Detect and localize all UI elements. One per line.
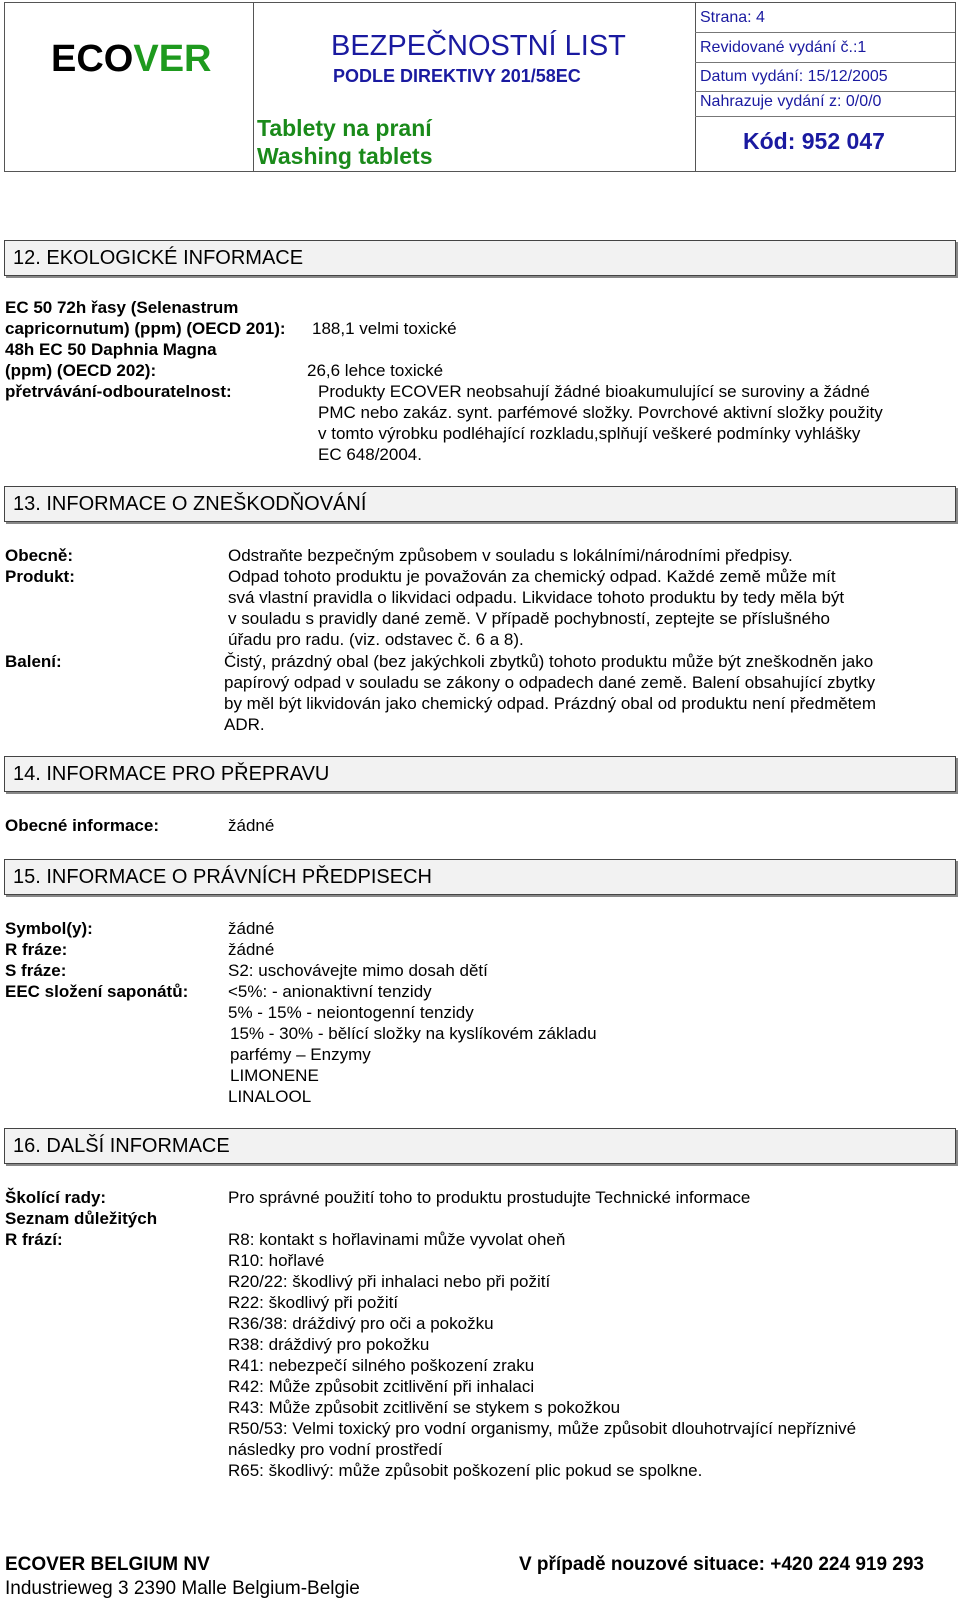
r-phrases-label: R fráze: bbox=[5, 940, 68, 959]
persistence-text-3: v tomto výrobku podléhající rozkladu,splňují veškeré podmínky vyhlášky bbox=[318, 424, 861, 443]
r-phrase-r8: R8: kontakt s hořlavinami může vyvolat oheň bbox=[228, 1230, 566, 1249]
packaging-text-1: Čistý, prázdný obal (bez jakýchkoli zbytků) tohoto produktu může být zneškodněn jako bbox=[224, 652, 874, 671]
document-subtitle: PODLE DIREKTIVY 201/58EC bbox=[333, 66, 581, 86]
symbols-label: Symbol(y): bbox=[5, 919, 93, 938]
training-text: Pro správné použití toho to produktu prostudujte Technické informace bbox=[228, 1188, 751, 1207]
disposal-text-3: svá vlastní pravidla o likvidaci odpadu. Likvidace tohoto produktu by tedy měla být bbox=[228, 588, 845, 607]
r-phrase-r42: R42: Může způsobit zcitlivění při inhalaci bbox=[228, 1377, 535, 1396]
disposal-text-2: Odpad tohoto produktu je považován za chemický odpad. Každé země může mít bbox=[228, 567, 836, 586]
eec-composition-2: 5% - 15% - neiontogenní tenzidy bbox=[228, 1003, 474, 1022]
replaces-issue: Nahrazuje vydání z: 0/0/0 bbox=[695, 92, 955, 117]
ec50-algae-label-2: capricornutum) (ppm) (OECD 201): bbox=[5, 319, 286, 338]
r-phrases-value: žádné bbox=[228, 940, 275, 959]
header-meta-block bbox=[695, 3, 955, 171]
persistence-label: přetrvávání-odbouratelnost: bbox=[5, 382, 232, 401]
s-phrases-value: S2: uschovávejte mimo dosah dětí bbox=[228, 961, 488, 980]
ec50-daphnia-label-2: (ppm) (OECD 202): bbox=[5, 361, 157, 380]
revision-number: Revidované vydání č.:1 bbox=[695, 38, 955, 63]
eec-composition-label: EEC složení saponátů: bbox=[5, 982, 189, 1001]
r-phrase-r43: R43: Může způsobit zcitlivění se stykem s pokožkou bbox=[228, 1398, 621, 1417]
r-phrase-r50-53: R50/53: Velmi toxický pro vodní organismy, může způsobit dlouhotrvající nepříznivé bbox=[228, 1419, 857, 1438]
product-code: Kód: 952 047 bbox=[743, 128, 885, 154]
section-12-heading: 12. EKOLOGICKÉ INFORMACE bbox=[4, 240, 956, 276]
transport-general-value: žádné bbox=[228, 816, 275, 835]
disposal-packaging-label: Balení: bbox=[5, 652, 62, 671]
product-name-en: Washing tablets bbox=[257, 143, 433, 169]
section-15-heading: 15. INFORMACE O PRÁVNÍCH PŘEDPISECH bbox=[4, 859, 956, 895]
document-header bbox=[4, 2, 956, 172]
disposal-text-5: úřadu pro radu. (viz. odstavec č. 6 a 8). bbox=[228, 630, 524, 649]
persistence-text-2: PMC nebo zakáz. synt. parfémové složky. Povrchové aktivní složky použity bbox=[318, 403, 883, 422]
ec50-algae-label: EC 50 72h řasy (Selenastrum bbox=[5, 298, 239, 317]
r-phrase-r20-22: R20/22: škodlivý při inhalaci nebo při požití bbox=[228, 1272, 551, 1291]
header-title-block bbox=[253, 3, 696, 171]
s-phrases-label: S fráze: bbox=[5, 961, 67, 980]
r-phrase-r41: R41: nebezpečí silného poškození zraku bbox=[228, 1356, 535, 1375]
symbols-value: žádné bbox=[228, 919, 275, 938]
disposal-product-label: Produkt: bbox=[5, 567, 75, 586]
persistence-text-4: EC 648/2004. bbox=[318, 445, 422, 464]
disposal-text-1: Odstraňte bezpečným způsobem v souladu s lokálními/národními předpisy. bbox=[228, 546, 793, 565]
packaging-text-3: by měl být likvidován jako chemický odpad. Prázdný obal od produktu není předmětem bbox=[224, 694, 877, 713]
issue-date: Datum vydání: 15/12/2005 bbox=[695, 67, 955, 92]
persistence-text-1: Produkty ECOVER neobsahují žádné bioakumulující se suroviny a žádné bbox=[318, 382, 870, 401]
disposal-text-4: v souladu s pravidly dané země. V případě pochybností, zeptejte se příslušného bbox=[228, 609, 830, 628]
ec50-daphnia-label: 48h EC 50 Daphnia Magna bbox=[5, 340, 217, 359]
footer-company: ECOVER BELGIUM NV bbox=[5, 1554, 210, 1575]
r-phrase-list-label-2: R frází: bbox=[5, 1230, 63, 1249]
ecover-logo bbox=[5, 3, 254, 171]
disposal-general-label: Obecně: bbox=[5, 546, 74, 565]
eec-composition-1: <5%: - anionaktivní tenzidy bbox=[228, 982, 432, 1001]
eec-composition-5: LIMONENE bbox=[230, 1066, 319, 1085]
eec-composition-3: 15% - 30% - bělící složky na kyslíkovém základu bbox=[230, 1024, 597, 1043]
training-label: Školící rady: bbox=[5, 1188, 107, 1207]
eec-composition-6: LINALOOL bbox=[228, 1087, 312, 1106]
product-name-cz: Tablety na praní bbox=[257, 115, 432, 141]
footer-emergency-phone: V případě nouzové situace: +420 224 919 293 bbox=[518, 1554, 924, 1575]
ec50-daphnia-value: 26,6 lehce toxické bbox=[307, 361, 444, 380]
transport-general-label: Obecné informace: bbox=[5, 816, 159, 835]
packaging-text-2: papírový odpad v souladu se zákony o odpadech dané země. Balení obsahující zbytky bbox=[224, 673, 876, 692]
r-phrase-r50-53-cont: následky pro vodní prostředí bbox=[228, 1440, 443, 1459]
logo-text-eco: ECO bbox=[51, 38, 134, 80]
document-title: BEZPEČNOSTNÍ LIST bbox=[331, 30, 626, 62]
logo-text-ver: VER bbox=[133, 38, 212, 80]
section-16-heading: 16. DALŠÍ INFORMACE bbox=[4, 1128, 956, 1164]
packaging-text-4: ADR. bbox=[224, 715, 265, 734]
ec50-algae-value: 188,1 velmi toxické bbox=[312, 319, 457, 338]
footer-address: Industrieweg 3 2390 Malle Belgium-Belgie bbox=[5, 1578, 360, 1599]
section-13-heading: 13. INFORMACE O ZNEŠKODŇOVÁNÍ bbox=[4, 486, 956, 522]
r-phrase-r65: R65: škodlivý: může způsobit poškození plic pokud se spolkne. bbox=[228, 1461, 703, 1480]
r-phrase-list-label-1: Seznam důležitých bbox=[5, 1209, 158, 1228]
page-number: Strana: 4 bbox=[695, 8, 955, 33]
r-phrase-r38: R38: dráždivý pro pokožku bbox=[228, 1335, 430, 1354]
r-phrase-r10: R10: hořlavé bbox=[228, 1251, 325, 1270]
section-14-heading: 14. INFORMACE PRO PŘEPRAVU bbox=[4, 756, 956, 792]
r-phrase-r22: R22: škodlivý při požití bbox=[228, 1293, 399, 1312]
r-phrase-r36-38: R36/38: dráždivý pro oči a pokožku bbox=[228, 1314, 494, 1333]
eec-composition-4: parfémy – Enzymy bbox=[230, 1045, 371, 1064]
